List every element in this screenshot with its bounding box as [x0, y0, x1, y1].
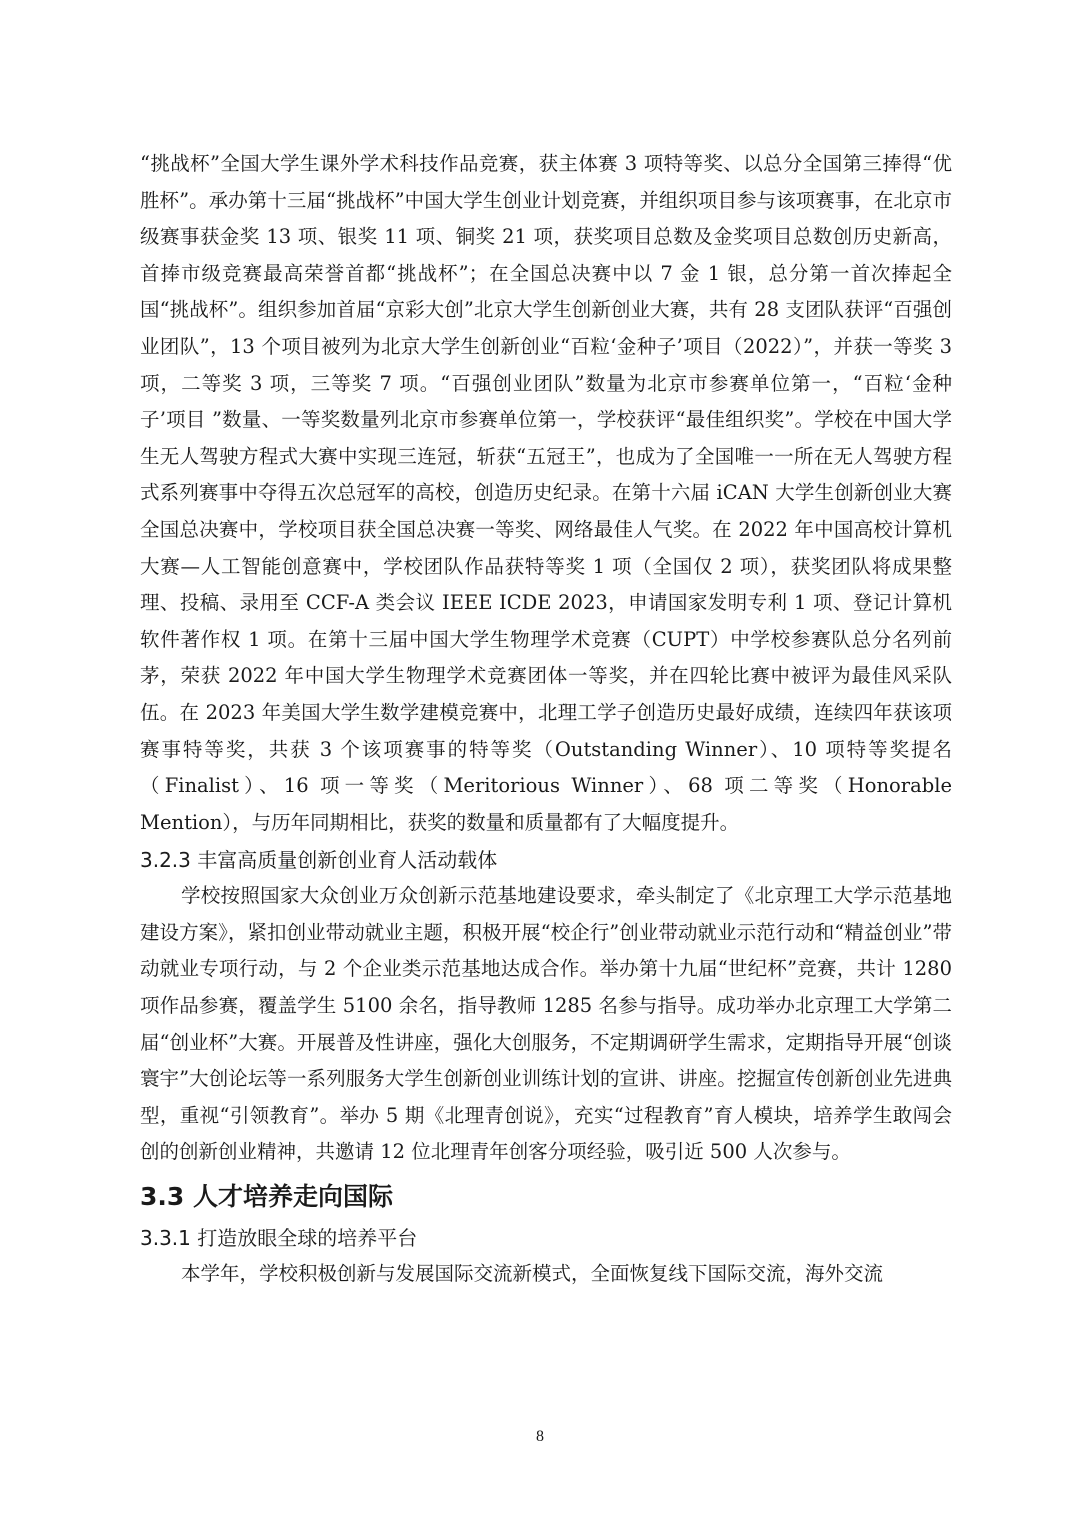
- body-paragraph-innovation-carriers: 学校按照国家大众创业万众创新示范基地建设要求，牵头制定了《北京理工大学示范基地建设方案》，紧扣创业带动就业主题，积极开展“校企行”创业带动就业示范行动和“精益创业”带动就业专项行动，与 2 个企业类示范基地达成合作。举办第十九届“世纪杯”竞赛，共计 1280 项作品参赛，覆盖学生 5100 余名，指导教师 1285 名参与指导。成功举办北京理工大学第二届“创业杯”大赛。开展普及性讲座，强化大创服务，不定期调研学生需求，定期指导开展“创谈寰宇”大创论坛等一系列服务大学生创新创业训练计划的宣讲、讲座。挖掘宣传创新创业先进典型，重视“引领教育”。举办 5 期《北理青创说》，充实“过程教育”育人模块，培养学生敢闯会创的创新创业精神，共邀请 12 位北理青年创客分项经验，吸引近 500 人次参与。: [140, 884, 952, 1164]
- page-body: [140, 146, 952, 1293]
- page-number: 8: [536, 1428, 544, 1445]
- body-paragraph-competitions: “挑战杯”全国大学生课外学术科技作品竞赛，获主体赛 3 项特等奖、以总分全国第三捧得“优胜杯”。承办第十三届“挑战杯”中国大学生创业计划竞赛，并组织项目参与该项赛事，在北京市级赛事获金奖 13 项、银奖 11 项、铜奖 21 项，获奖项目总数及金奖项目总数创历史新高，首捧市级竞赛最高荣誉首都“挑战杯”；在全国总决赛中以 7 金 1 银，总分第一首次捧起全国“挑战杯”。组织参加首届“京彩大创”北京大学生创新创业大赛，共有 28 支团队获评“百强创业团队”，13 个项目被列为北京大学生创新创业“百粒‘金种子’项目（2022）”，并获一等奖 3 项，二等奖 3 项，三等奖 7 项。“百强创业团队”数量为北京市参赛单位第一，“百粒‘金种子’项目 ”数量、一等奖数量列北京市参赛单位第一，学校获评“最佳组织奖”。学校在中国大学生无人驾驶方程式大赛中实现三连冠，斩获“五冠王”，也成为了全国唯一一所在无人驾驶方程式系列赛事中夺得五次总冠军的高校，创造历史纪录。在第十六届 iCAN 大学生创新创业大赛全国总决赛中，学校项目获全国总决赛一等奖、网络最佳人气奖。在 2022 年中国高校计算机大赛—人工智能创意赛中，学校团队作品获特等奖 1 项（全国仅 2 项），获奖团队将成果整理、投稿、录用至 CCF-A 类会议 IEEE ICDE 2023，申请国家发明专利 1 项、登记计算机软件著作权 1 项。在第十三届中国大学生物理学术竞赛（CUPT）中学校参赛队总分名列前茅，荣获 2022 年中国大学生物理学术竞赛团体一等奖，并在四轮比赛中被评为最佳风采队伍。在 2023 年美国大学生数学建模竞赛中，北理工学子创造历史最好成绩，连续四年获该项赛事特等奖，共获 3 个该项赛事的特等奖（Outstanding Winner）、10 项特等奖提名（Finalist）、16 项一等奖（Meritorious Winner）、68 项二等奖（Honorable Mention），与历年同期相比，获奖的数量和质量都有了大幅度提升。: [140, 152, 953, 834]
- body-paragraph-international: 本学年，学校积极创新与发展国际交流新模式，全面恢复线下国际交流，海外交流: [181, 1262, 884, 1286]
- section-heading-3-3-1: 3.3.1 打造放眼全球的培养平台: [140, 1226, 418, 1251]
- section-heading-3-2-3: 3.2.3 丰富高质量创新创业育人活动载体: [140, 848, 498, 873]
- section-heading-3-3: 3.3 人才培养走向国际: [140, 1182, 393, 1212]
